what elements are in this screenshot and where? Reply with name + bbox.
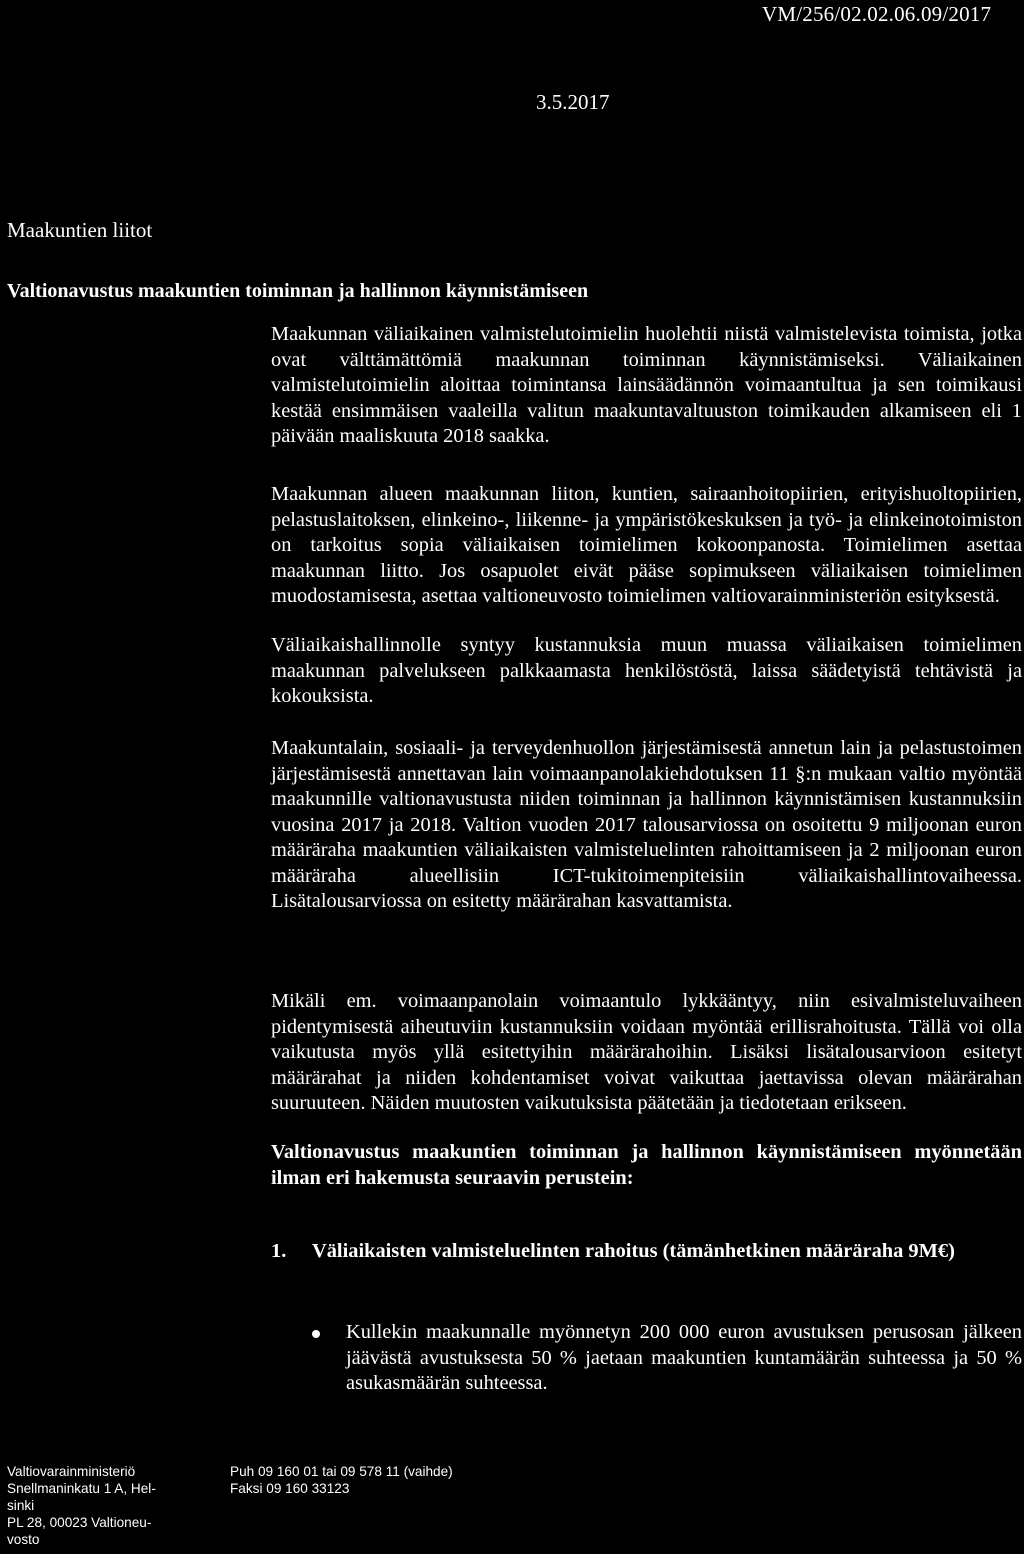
footer-street-cont: sinki [7, 1498, 35, 1513]
footer-fax: Faksi 09 160 33123 [230, 1481, 350, 1496]
bullet-icon [312, 1330, 320, 1338]
paragraph-3: Väliaikaishallinnolle syntyy kustannuksia muun muassa väliaikaisen toimielimen maakunnan palvelukseen palkkaamasta henkilöstöstä, laissa säädetyistä tehtävistä ja kokouksista. [271, 634, 1022, 707]
footer-postal-cont: vosto [7, 1532, 40, 1547]
section-heading: Valtionavustus maakuntien toiminnan ja hallinnon käynnistämiseen myönnetään ilman eri hakemusta seuraavin perustein: [271, 1141, 1022, 1189]
bullet-item [305, 1320, 1022, 1397]
recipient: Maakuntien liitot [7, 218, 153, 242]
item-number: 1. [271, 1240, 287, 1262]
paragraph-5: Mikäli em. voimaanpanolain voimaantulo lykkääntyy, niin esivalmisteluvaiheen pidentymisestä aiheutuviin kustannuksiin voidaan myöntää erillisrahoitusta. Tällä voi olla vaikutusta myös yllä esitettyihin määrärahoihin. Lisäksi lisätalousarvioon esitetyt määrärahat ja niiden kohdentamiset voivat vaikuttaa jaettavissa olevan määrärahan suuruuteen. Näiden muutosten vaikutuksista päätetään ja tiedotetaan erikseen. [271, 990, 1022, 1114]
footer-street: Snellmaninkatu 1 A, Hel- [7, 1481, 156, 1496]
footer-contact [230, 1463, 550, 1497]
subject-heading: Valtionavustus maakuntien toiminnan ja hallinnon käynnistämiseen [7, 280, 589, 302]
document-date: 3.5.2017 [536, 90, 610, 114]
document-reference: VM/256/02.02.06.09/2017 [762, 2, 992, 26]
paragraph-4: Maakuntalain, sosiaali- ja terveydenhuollon järjestämisestä annetun lain ja pelastustoimen järjestämisestä annettavan lain voimaanpanolakiehdotuksen 11 §:n mukaan valtio myöntää maakunnille valtionavustusta niiden toiminnan ja hallinnon käynnistämisen kustannuksiin vuosina 2017 ja 2018. Valtion vuoden 2017 talousarviossa on osoitettu 9 miljoonan euron määräraha maakuntien väliaikaisten valmisteluelinten rahoittamiseen ja 2 miljoonan euron määräraha alueellisiin ICT-tukitoimenpiteisiin väliaikaishallintovaiheessa. Lisätalousarviossa on esitetty määrärahan kasvattamista. [271, 737, 1022, 912]
footer-phone: Puh 09 160 01 tai 09 578 11 (vaihde) [230, 1464, 453, 1479]
footer-postal: PL 28, 00023 Valtioneu- [7, 1515, 152, 1530]
footer-org: Valtiovarainministeriö [7, 1464, 136, 1479]
item-text: Väliaikaisten valmisteluelinten rahoitus (tämänhetkinen määräraha 9M€) [312, 1240, 955, 1262]
bullet-text: Kullekin maakunnalle myönnetyn 200 000 euron avustuksen perusosan jälkeen jäävästä avustuksesta 50 % jaetaan maakuntien kuntamäärän suhteessa ja 50 % asukasmäärän suhteessa. [346, 1321, 1022, 1394]
paragraph-1: Maakunnan väliaikainen valmistelutoimielin huolehtii niistä valmistelevista toimista, jotka ovat välttämättömiä maakunnan toiminnan käynnistämiseksi. Väliaikainen valmistelutoimielin aloittaa toimintansa lainsäädännön voimaantultua ja sen toimikausi kestää ensimmäisen vaaleilla valitun maakuntavaltuuston toimikauden alkamiseen eli 1 päivään maaliskuuta 2018 saakka. [271, 323, 1022, 447]
footer-address [7, 1463, 217, 1548]
paragraph-2: Maakunnan alueen maakunnan liiton, kuntien, sairaanhoitopiirien, erityishuoltopiirien, pelastuslaitoksen, elinkeino-, liikenne- ja ympäristökeskuksen ja työ- ja elinkeinotoimiston on tarkoitus sopia väliaikaisen toimielimen kokoonpanosta. Toimielimen asettaa maakunnan liitto. Jos osapuolet eivät pääse sopimukseen väliaikaisen toimielimen muodostamisesta, asettaa valtioneuvosto toimielimen valtiovarainministeriön esityksestä. [271, 483, 1022, 607]
